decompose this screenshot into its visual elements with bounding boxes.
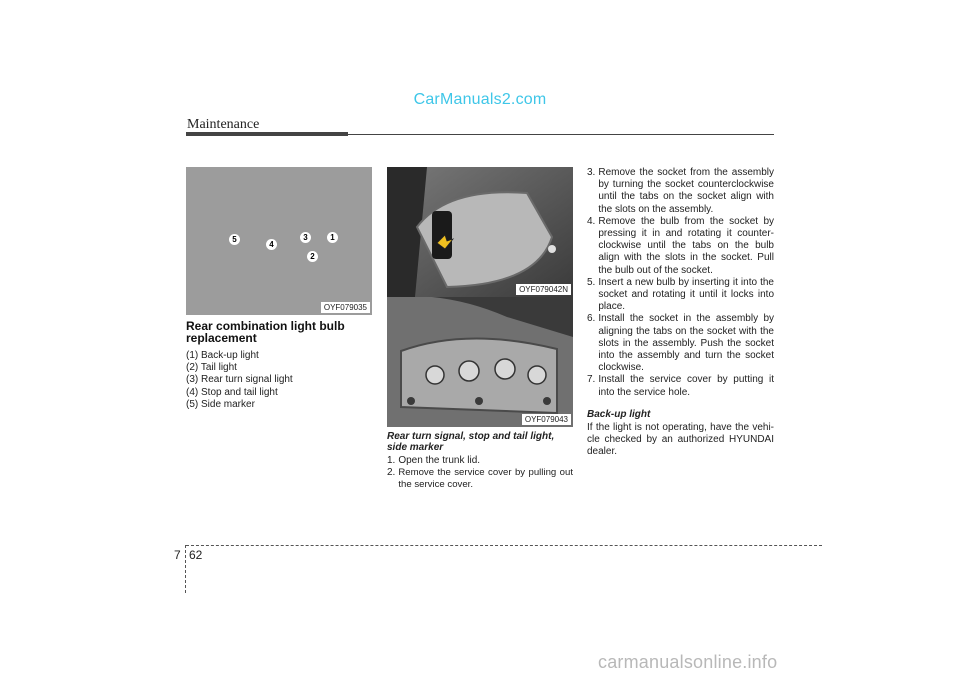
figure-code: OYF079042N — [516, 284, 571, 295]
chapter-number: 7 — [174, 548, 181, 562]
step-item: 4. Remove the bulb from the socket by pressing it in and rotating it counter-clockwise until the tabs on the bulb align with the slots in the socket. Pull the bulb out of the socket. — [587, 215, 774, 276]
callout-3: 3 — [300, 232, 311, 243]
list-item: (4) Stop and tail light — [186, 386, 278, 398]
callout-2: 2 — [307, 251, 318, 262]
step-item: 6. Install the socket in the assembly by aligning the tabs on the socket with the slots in the assembly. Push the socket into the assembly and turn the socket clockwise. — [587, 313, 774, 374]
list-item: (1) Back-up light — [186, 350, 259, 361]
section-title: Rear combination light bulb replacement — [186, 319, 345, 345]
section-header: Maintenance — [187, 117, 260, 132]
list-item: (5) Side marker — [186, 398, 255, 410]
callout-1: 1 — [327, 232, 338, 243]
component-list — [186, 350, 372, 411]
figure-rear-combination-lamp — [186, 167, 372, 315]
list-item: (2) Tail light — [186, 362, 237, 374]
step-item: 3. Remove the socket from the assembly by turning the socket counterclockwise until the tabs on the socket align with the slots on the assembly. — [587, 167, 774, 215]
footer-rule — [186, 545, 822, 546]
step-item: 1. Open the trunk lid. — [387, 455, 481, 466]
figure-code: OYF079035 — [321, 302, 370, 313]
note-text: If the light is not operating, have the vehi-cle checked by an authorized HYUNDAI dealer. — [587, 421, 774, 458]
step-list — [387, 455, 573, 492]
footer-divider — [185, 545, 186, 593]
step-item: 7. Install the service cover by putting it into the service hole. — [587, 374, 774, 398]
step-item: 2. Remove the service cover by pulling out the service cover. — [387, 467, 573, 491]
subsection-title: Rear turn signal, stop and tail light, side marker — [387, 431, 555, 453]
rear-lamp-illustration — [186, 167, 372, 315]
middle-column — [387, 431, 573, 492]
list-item: (3) Rear turn signal light — [186, 374, 293, 386]
figure-service-cover — [387, 167, 573, 297]
left-column — [186, 320, 372, 411]
callout-5: 5 — [229, 234, 240, 245]
subsection-title: Back-up light — [587, 408, 651, 420]
watermark-top[interactable]: CarManuals2.com — [413, 91, 547, 108]
service-cover-illustration — [387, 167, 573, 297]
watermark-bottom[interactable]: carmanualsonline.info — [598, 652, 778, 672]
page-number: 62 — [189, 548, 203, 562]
step-item: 5. Insert a new bulb by inserting it into the socket and rotating it until it locks into place. — [587, 276, 774, 313]
socket-assembly-illustration — [387, 297, 573, 427]
callout-4: 4 — [266, 239, 277, 250]
right-column — [587, 167, 774, 458]
figure-socket-assembly — [387, 297, 573, 427]
step-list — [587, 167, 774, 399]
figure-code: OYF079043 — [522, 414, 571, 425]
header-rule-accent — [186, 132, 348, 136]
